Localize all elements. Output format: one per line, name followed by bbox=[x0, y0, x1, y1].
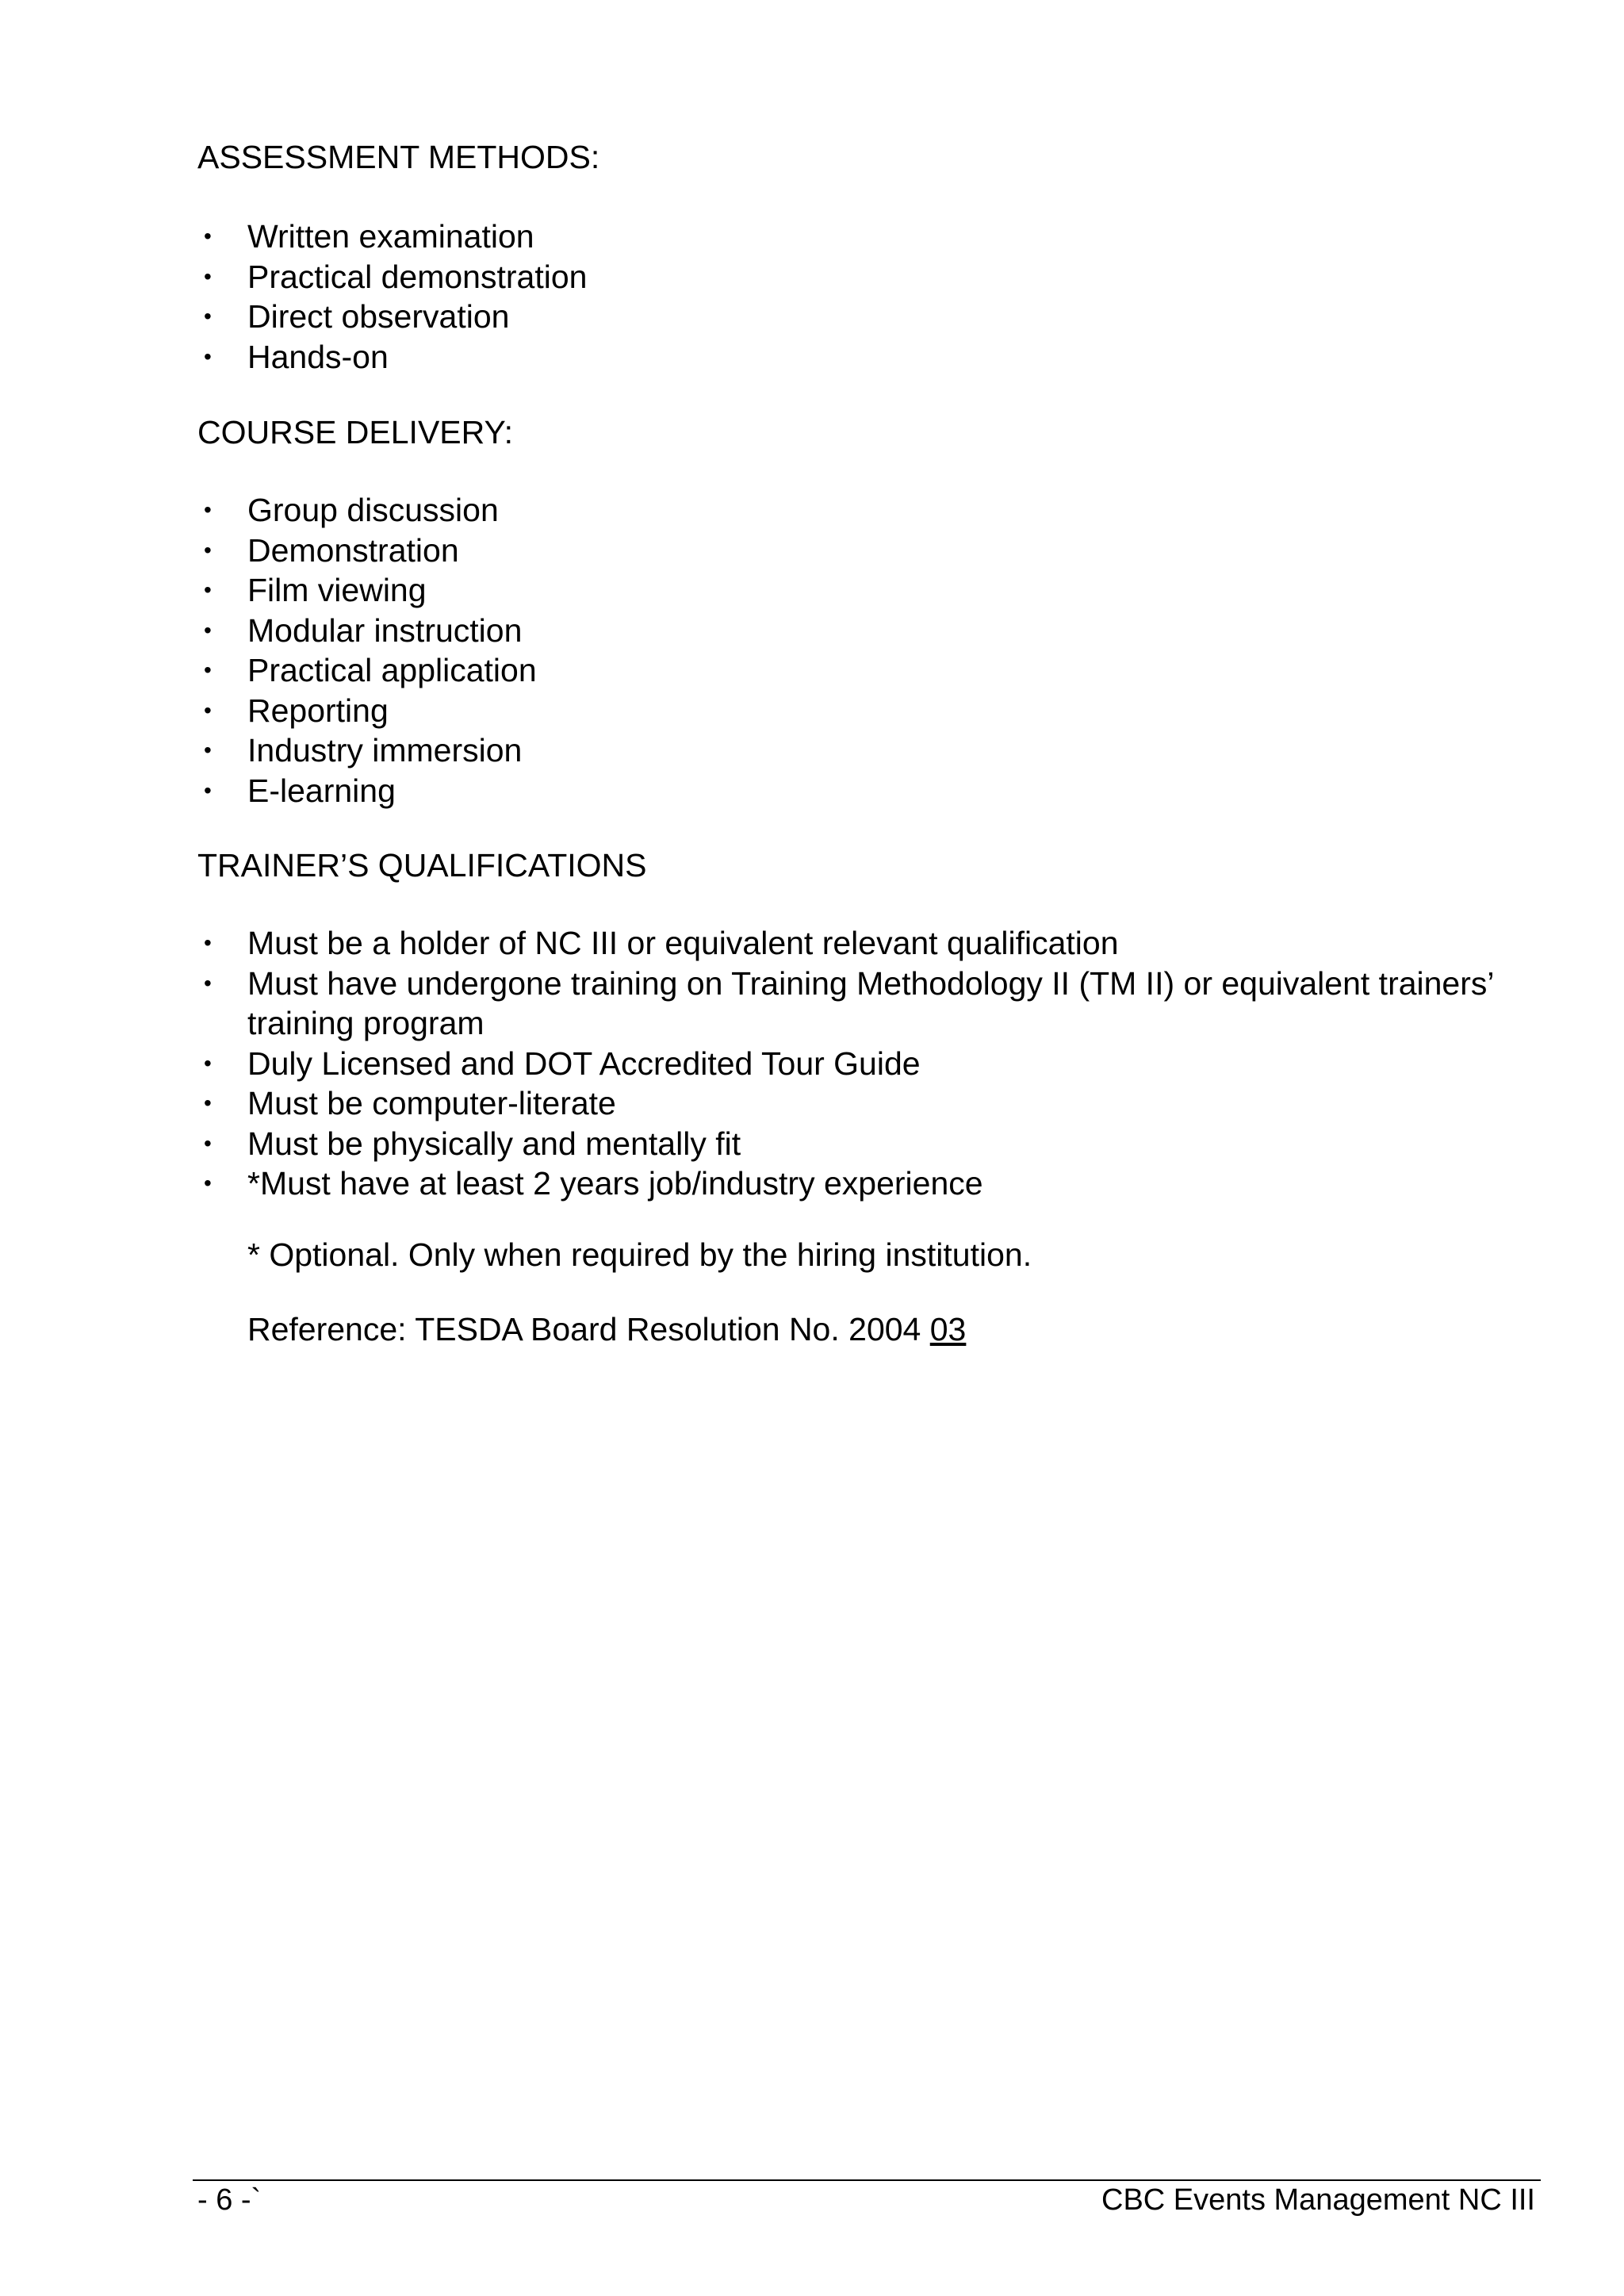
list-item: • Must be physically and mentally fit bbox=[197, 1124, 1495, 1164]
list-item: • Film viewing bbox=[197, 570, 537, 611]
bullet-icon: • bbox=[204, 657, 212, 682]
bullet-icon: • bbox=[204, 497, 212, 522]
bullet-icon: • bbox=[204, 1171, 212, 1195]
list-item: • Must be a holder of NC III or equivalent relevant qualification bbox=[197, 923, 1495, 964]
trainers-qualifications-heading: TRAINER’S QUALIFICATIONS bbox=[197, 847, 647, 884]
reference-text: Reference: TESDA Board Resolution No. 2004 bbox=[247, 1311, 930, 1347]
list-item: • Duly Licensed and DOT Accredited Tour Guide bbox=[197, 1044, 1495, 1084]
footer-title: CBC Events Management NC III bbox=[1101, 2183, 1535, 2217]
assessment-methods-list bbox=[197, 217, 587, 377]
list-item: • E-learning bbox=[197, 771, 537, 811]
course-delivery-list bbox=[197, 490, 537, 811]
list-item: • *Must have at least 2 years job/industry experience bbox=[197, 1163, 1495, 1204]
list-item: • Practical demonstration bbox=[197, 257, 587, 297]
bullet-icon: • bbox=[204, 930, 212, 955]
list-item: • Written examination bbox=[197, 217, 587, 257]
assessment-methods-heading: ASSESSMENT METHODS: bbox=[197, 139, 600, 175]
bullet-icon: • bbox=[204, 697, 212, 723]
bullet-icon: • bbox=[204, 224, 212, 248]
bullet-icon: • bbox=[204, 304, 212, 328]
list-item: • Hands-on bbox=[197, 337, 587, 378]
bullet-icon: • bbox=[204, 777, 212, 803]
list-item: • Practical application bbox=[197, 650, 537, 691]
list-item: • Group discussion bbox=[197, 490, 537, 531]
list-item: • Reporting bbox=[197, 691, 537, 731]
bullet-icon: • bbox=[204, 970, 212, 995]
list-item: • Industry immersion bbox=[197, 730, 537, 771]
course-delivery-heading: COURSE DELIVERY: bbox=[197, 414, 513, 450]
bullet-icon: • bbox=[204, 1130, 212, 1156]
list-item: • Modular instruction bbox=[197, 611, 537, 651]
bullet-icon: • bbox=[204, 263, 212, 289]
reference-line bbox=[247, 1309, 966, 1349]
bullet-icon: • bbox=[204, 738, 212, 762]
page-number: - 6 -` bbox=[197, 2183, 262, 2217]
trainers-qualifications-list bbox=[197, 923, 1495, 1204]
list-item: • Must have undergone training on Training Methodology II (TM II) or equivalent trainers’ training program bbox=[204, 964, 1495, 1041]
list-item: • Demonstration bbox=[197, 531, 537, 571]
bullet-icon: • bbox=[204, 537, 212, 562]
list-item: • Direct observation bbox=[197, 297, 587, 337]
bullet-icon: • bbox=[204, 577, 212, 602]
optional-note: * Optional. Only when required by the hiring institution. bbox=[247, 1236, 1032, 1273]
bullet-icon: • bbox=[204, 1091, 212, 1115]
list-item: • Must be computer-literate bbox=[197, 1083, 1495, 1124]
reference-number: 03 bbox=[929, 1311, 967, 1347]
bullet-icon: • bbox=[204, 617, 212, 642]
bullet-icon: • bbox=[204, 343, 212, 369]
bullet-icon: • bbox=[204, 1050, 212, 1075]
